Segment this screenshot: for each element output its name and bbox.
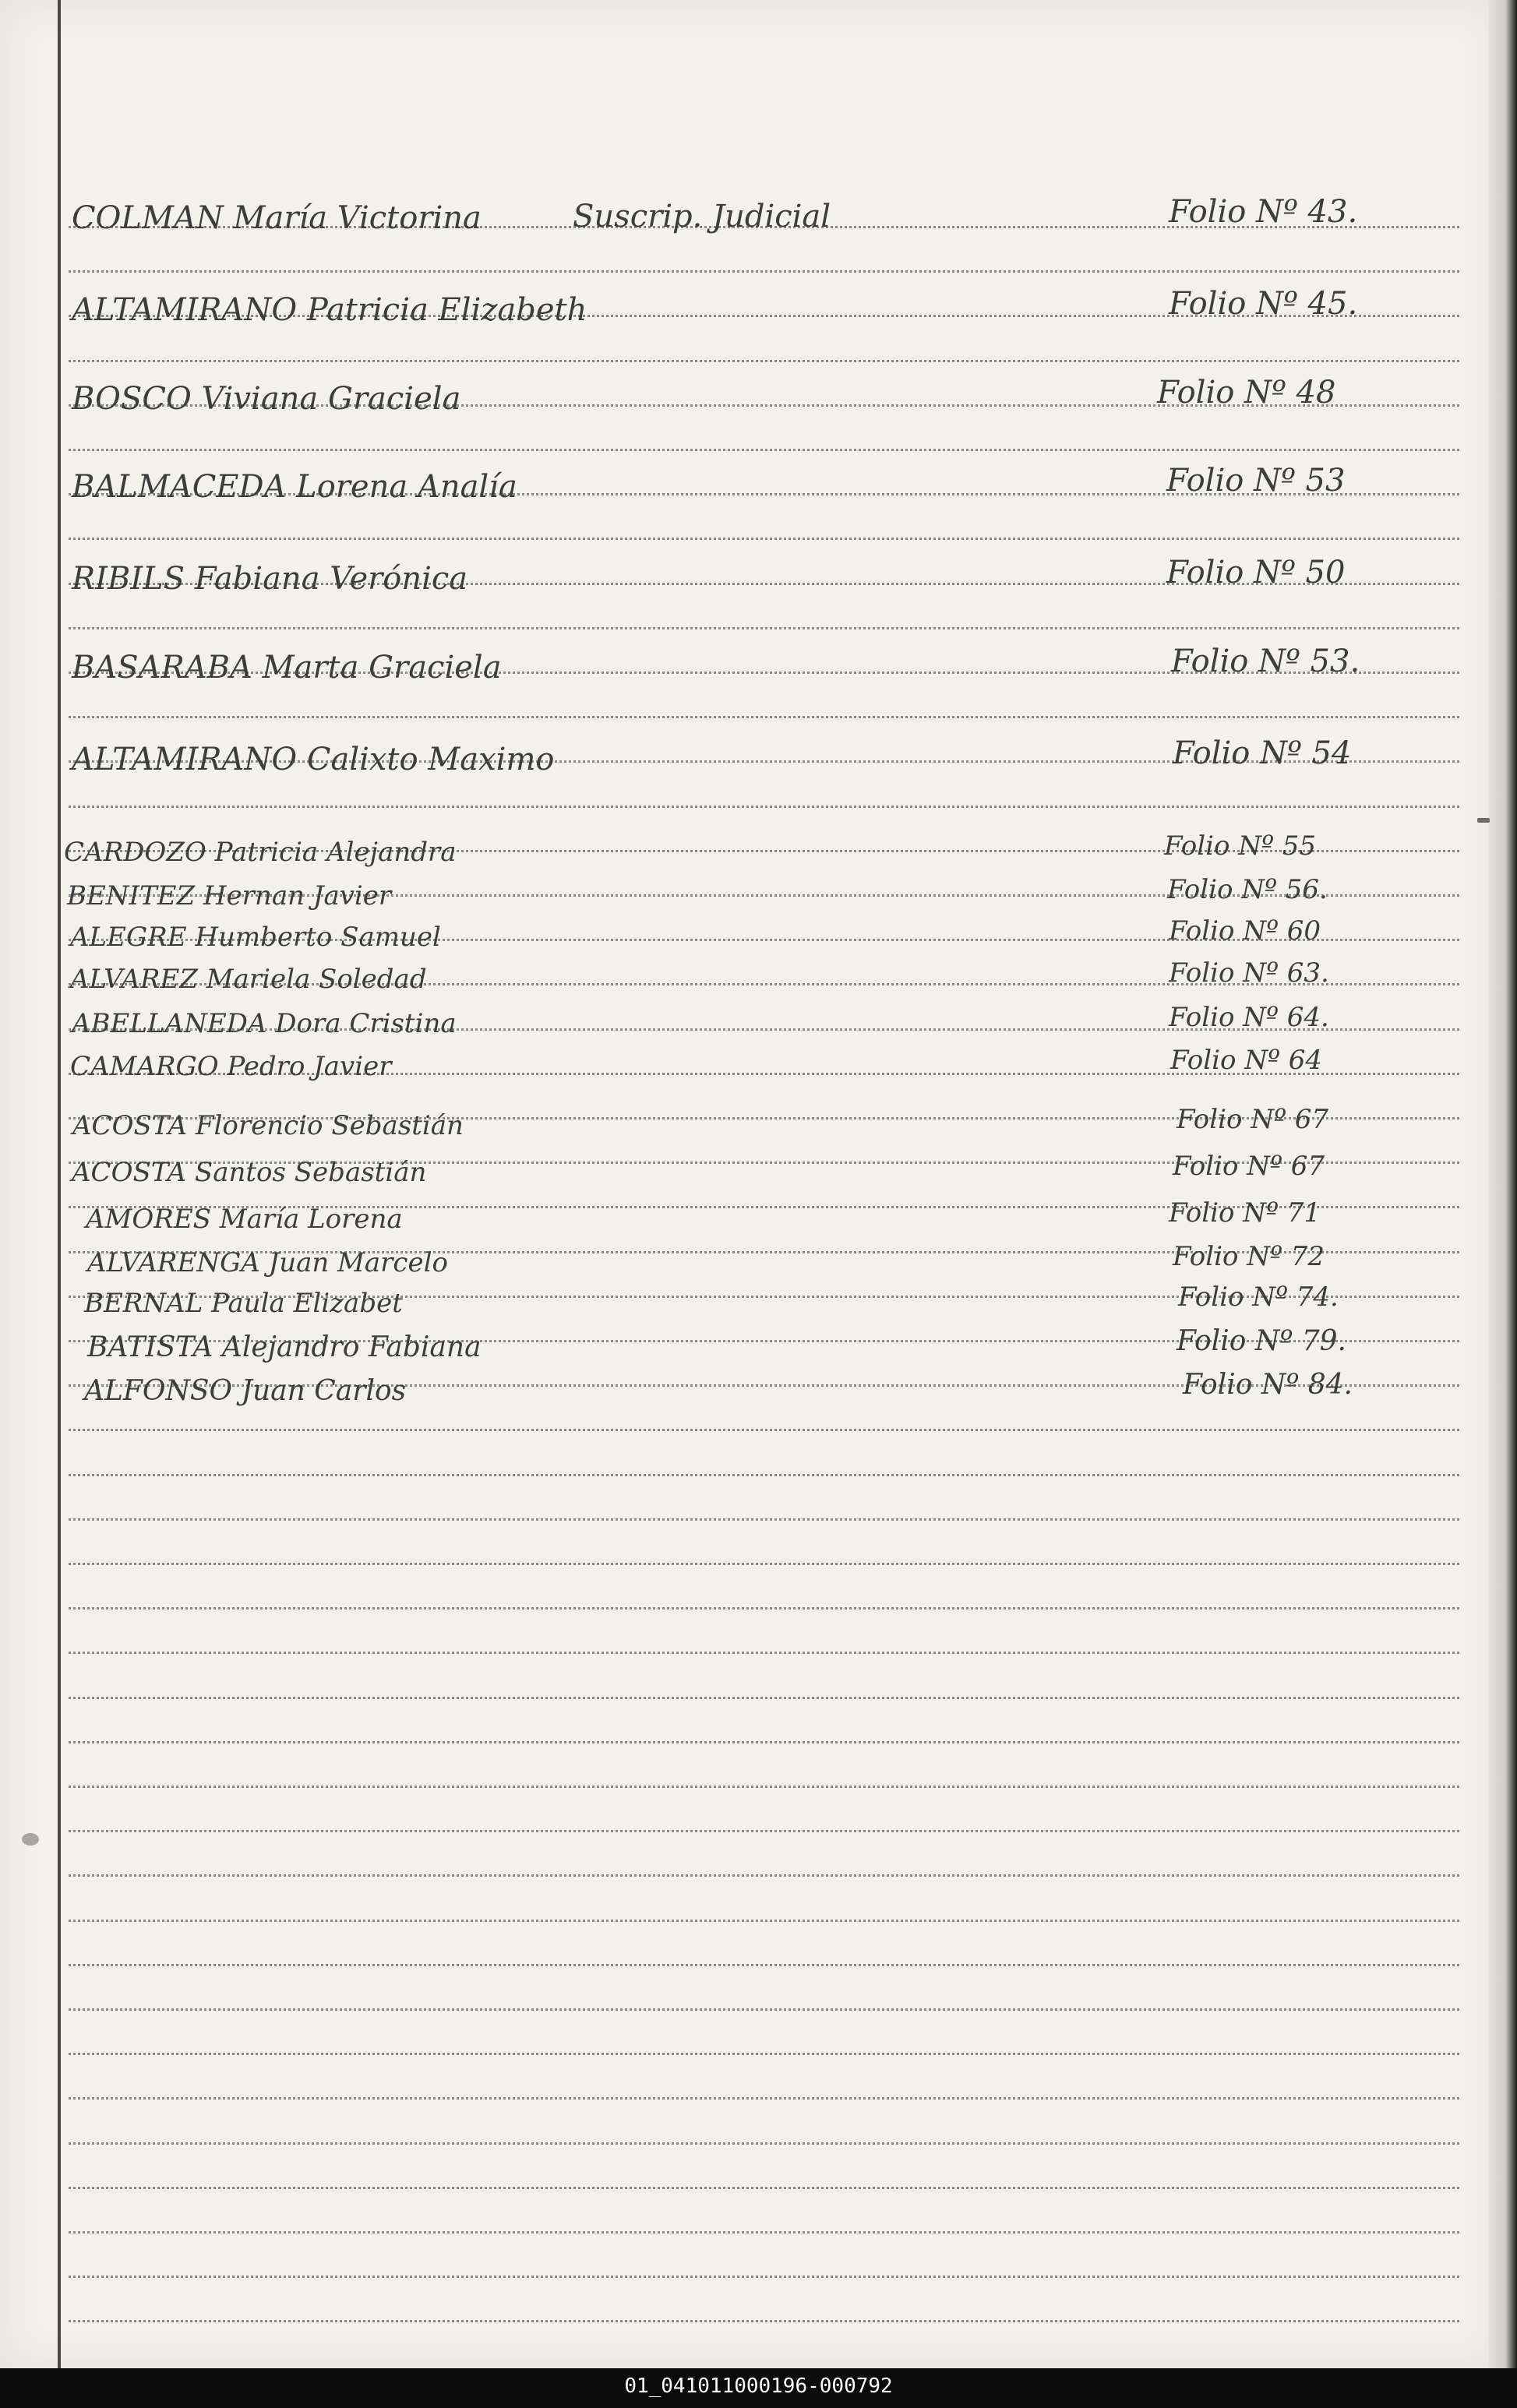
entry-name: BOSCO Viviana Graciela <box>72 381 461 417</box>
entry-name: BERNAL Paula Elizabet <box>84 1288 403 1319</box>
paper-speck <box>1477 818 1490 823</box>
ruled-line <box>69 1786 1459 1788</box>
entry-name: AMORES María Lorena <box>86 1204 403 1235</box>
entry-name: ALVAREZ Mariela Soledad <box>70 964 427 995</box>
entry-folio: Folio Nº 53 <box>1166 463 1346 499</box>
entry-name: CAMARGO Pedro Javier <box>70 1051 392 1082</box>
entry-name: BATISTA Alejandro Fabiana <box>87 1331 482 1363</box>
entry-folio: Folio Nº 84. <box>1183 1369 1353 1401</box>
ruled-line <box>69 2008 1459 2011</box>
ruled-line <box>69 270 1459 273</box>
entry-folio: Folio Nº 60 <box>1169 915 1321 947</box>
header-note: Suscrip. Judicial <box>573 199 831 234</box>
ruled-line <box>69 538 1459 540</box>
entry-folio: Folio Nº 50 <box>1166 555 1346 591</box>
entry-folio: Folio Nº 48 <box>1157 375 1336 411</box>
entry-folio: Folio Nº 54 <box>1173 735 1352 771</box>
ruled-line <box>69 360 1459 362</box>
ruled-line <box>69 2053 1459 2055</box>
entry-name: ALVARENGA Juan Marcelo <box>87 1247 448 1278</box>
ruled-line <box>69 1652 1459 1654</box>
ruled-line <box>69 1874 1459 1877</box>
entry-name: ACOSTA Santos Sebastián <box>72 1157 427 1188</box>
entry-folio: Folio Nº 71 <box>1169 1197 1321 1229</box>
entry-name: ALTAMIRANO Patricia Elizabeth <box>72 292 587 328</box>
entry-folio: Folio Nº 64. <box>1169 1002 1329 1033</box>
ruled-line <box>69 1741 1459 1743</box>
ruled-line <box>69 1518 1459 1521</box>
entry-name: RIBILS Fabiana Verónica <box>72 561 468 597</box>
entry-folio: Folio Nº 45. <box>1169 286 1358 322</box>
entry-folio: Folio Nº 67 <box>1173 1151 1325 1182</box>
entry-name: ALEGRE Humberto Samuel <box>70 922 441 953</box>
ruled-line <box>69 2276 1459 2278</box>
ruled-line <box>69 1697 1459 1699</box>
ruled-line <box>69 2187 1459 2189</box>
entry-folio: Folio Nº 67 <box>1177 1104 1329 1135</box>
entry-folio: Folio Nº 55 <box>1164 830 1317 862</box>
entry-name: COLMAN María Victorina <box>72 200 482 236</box>
ruled-line <box>69 449 1459 451</box>
ruled-line <box>69 1563 1459 1565</box>
entry-name: ALTAMIRANO Calixto Maximo <box>72 742 555 777</box>
paper-speck <box>22 1833 39 1846</box>
entry-folio: Folio Nº 56. <box>1167 874 1328 905</box>
entry-name: ACOSTA Florencio Sebastián <box>72 1110 464 1141</box>
ruled-line <box>69 1964 1459 1966</box>
ruled-line <box>69 2142 1459 2145</box>
ruled-line <box>69 716 1459 718</box>
entry-folio: Folio Nº 64 <box>1170 1045 1323 1076</box>
entry-folio: Folio Nº 43. <box>1169 194 1358 230</box>
ruled-line <box>69 2320 1459 2322</box>
ruled-line <box>69 627 1459 629</box>
entry-name: BENITEZ Hernan Javier <box>67 880 392 911</box>
entry-folio: Folio Nº 79. <box>1177 1325 1346 1357</box>
ruled-line <box>69 1607 1459 1609</box>
ruled-line <box>69 1830 1459 1832</box>
entry-name: ALFONSO Juan Carlos <box>84 1375 407 1407</box>
entry-name: CARDOZO Patricia Alejandra <box>64 837 457 868</box>
entry-folio: Folio Nº 53. <box>1171 643 1360 679</box>
entry-name: BASARABA Marta Graciela <box>72 650 502 686</box>
page-edge <box>1488 0 1517 2368</box>
entry-name: BALMACEDA Lorena Analía <box>72 469 517 505</box>
ruled-line <box>69 2231 1459 2233</box>
ruled-line <box>69 1429 1459 1431</box>
image-caption: 01_041011000196-000792 <box>624 2375 893 2398</box>
ruled-line <box>69 1474 1459 1476</box>
margin-line <box>58 0 61 2368</box>
entry-name: ABELLANEDA Dora Cristina <box>72 1008 457 1039</box>
ruled-line <box>69 2097 1459 2100</box>
ruled-line <box>69 1920 1459 1922</box>
entry-folio: Folio Nº 72 <box>1173 1241 1325 1272</box>
entry-folio: Folio Nº 74. <box>1178 1282 1339 1313</box>
entry-folio: Folio Nº 63. <box>1169 957 1329 989</box>
ruled-line <box>69 806 1459 808</box>
